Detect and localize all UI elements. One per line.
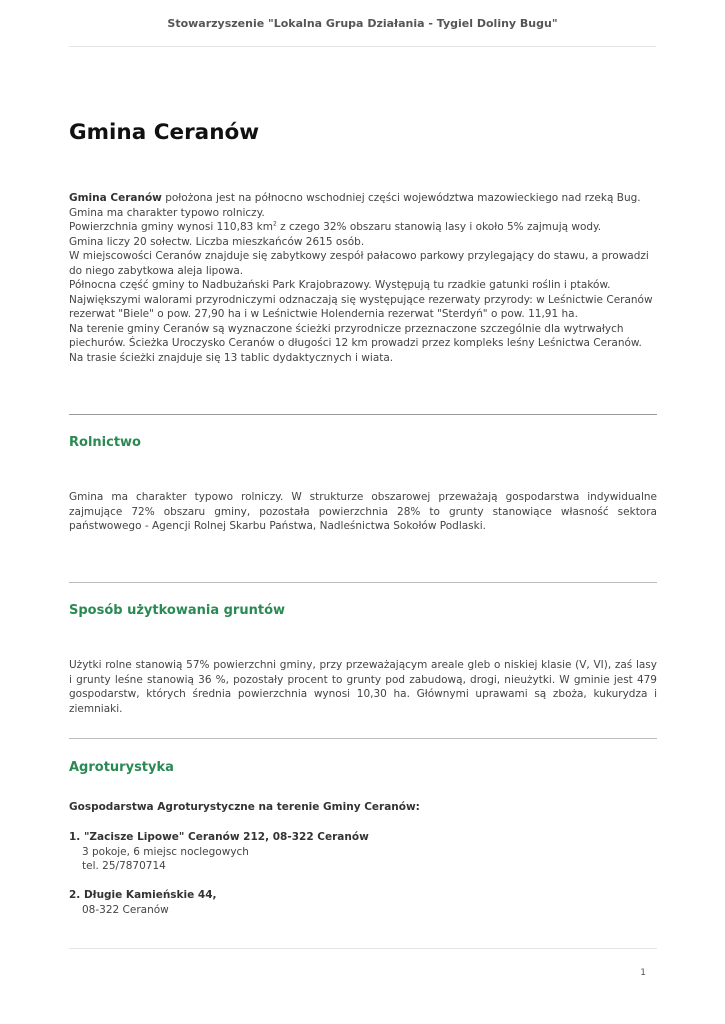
intro-line-6: Na terenie gminy Ceranów są wyznaczone ścieżki przyrodnicze przeznaczone szczególnie dla wytrwałych piechurów. Ścieżka Uroczysko Ceranów o długości 12 km prowadzi przez kompleks leśny Leśnictwa Ceranów. Na trasie ścieżki znajduje się 13 tablic dydaktycznych i wiata. xyxy=(69,322,642,364)
intro-bold-lead: Gmina Ceranów xyxy=(69,192,162,204)
intro-line-3: Gmina liczy 20 sołectw. Liczba mieszkańców 2615 osób. xyxy=(69,235,365,248)
page-number: 1 xyxy=(640,968,646,978)
list-item-phone: tel. 25/7870714 xyxy=(82,860,166,872)
section-title-agro: Agroturystyka xyxy=(69,760,174,775)
list-item-name: 2. Długie Kamieńskie 44, xyxy=(69,889,217,901)
divider-agro xyxy=(69,738,657,739)
list-item xyxy=(69,830,657,874)
section-title-rolnictwo: Rolnictwo xyxy=(69,435,141,450)
intro-line-4: W miejscowości Ceranów znajduje się zabytkowy zespół pałacowo parkowy przylegający do stawu, a prowadzi do niego zabytkowa aleja lipowa. xyxy=(69,250,649,277)
intro-text xyxy=(69,191,657,365)
divider-grunty xyxy=(69,582,657,583)
area-post: z czego 32% obszaru stanowią lasy i około 5% zajmują wody. xyxy=(276,221,602,233)
intro-line-area xyxy=(69,220,657,235)
page-header: Stowarzyszenie "Lokalna Grupa Działania - Tygiel Doliny Bugu" xyxy=(69,17,656,47)
section-title-grunty: Sposób użytkowania gruntów xyxy=(69,603,286,618)
area-sup: 2 xyxy=(272,220,277,228)
intro-line-1 xyxy=(69,191,657,220)
list-item-detail: 3 pokoje, 6 miejsc noclegowych xyxy=(82,845,249,858)
list-item-name: 1. "Zacisze Lipowe" Ceranów 212, 08-322 Ceranów xyxy=(69,831,369,843)
intro-line-1-rest: położona jest na północno wschodniej części województwa mazowieckiego nad rzeką Bug. Gmina ma charakter typowo rolniczy. xyxy=(69,192,641,219)
section-text-grunty: Użytki rolne stanowią 57% powierzchni gminy, przy przeważającym areale gleb o niskiej klasie (V, VI), zaś lasy i grunty leśne stanowią 36 %, pozostały procent to grunty pod zabudową, drogi, nieużytki. W gminie jest 479 gospodarstw, których średnia powierzchnia wynosi 10,30 ha. Głównymi uprawami są zboża, kukurydza i ziemniaki. xyxy=(69,659,657,715)
list-item xyxy=(69,888,657,917)
section-text-rolnictwo: Gmina ma charakter typowo rolniczy. W strukturze obszarowej przeważają gospodarstwa indywidualne zajmujące 72% obszaru gminy, pozostała powierzchnia 28% to grunty stanowiące własność sektora państwowego - Agencji Rolnej Skarbu Państwa, Nadleśnictwa Sokołów Podlaski. xyxy=(69,491,657,532)
list-item-detail: 08-322 Ceranów xyxy=(82,903,169,916)
area-pre: Powierzchnia gminy wynosi 110,83 km xyxy=(69,221,273,233)
page-title: Gmina Ceranów xyxy=(69,120,260,145)
agro-list-heading: Gospodarstwa Agroturystyczne na terenie Gminy Ceranów: xyxy=(69,801,420,813)
footer-divider xyxy=(69,948,657,949)
divider-rolnictwo xyxy=(69,414,657,415)
intro-line-5: Północna część gminy to Nadbużański Park Krajobrazowy. Występują tu rzadkie gatunki roślin i ptaków. Największymi walorami przyrodniczymi odznaczają się występujące rezerwaty przyrody: w Leśnictwie Ceranów rezerwat "Biele" o pow. 27,90 ha i w Leśnictwie Holendernia rezerwat "Sterdyń" o pow. 11,91 ha. xyxy=(69,279,653,320)
